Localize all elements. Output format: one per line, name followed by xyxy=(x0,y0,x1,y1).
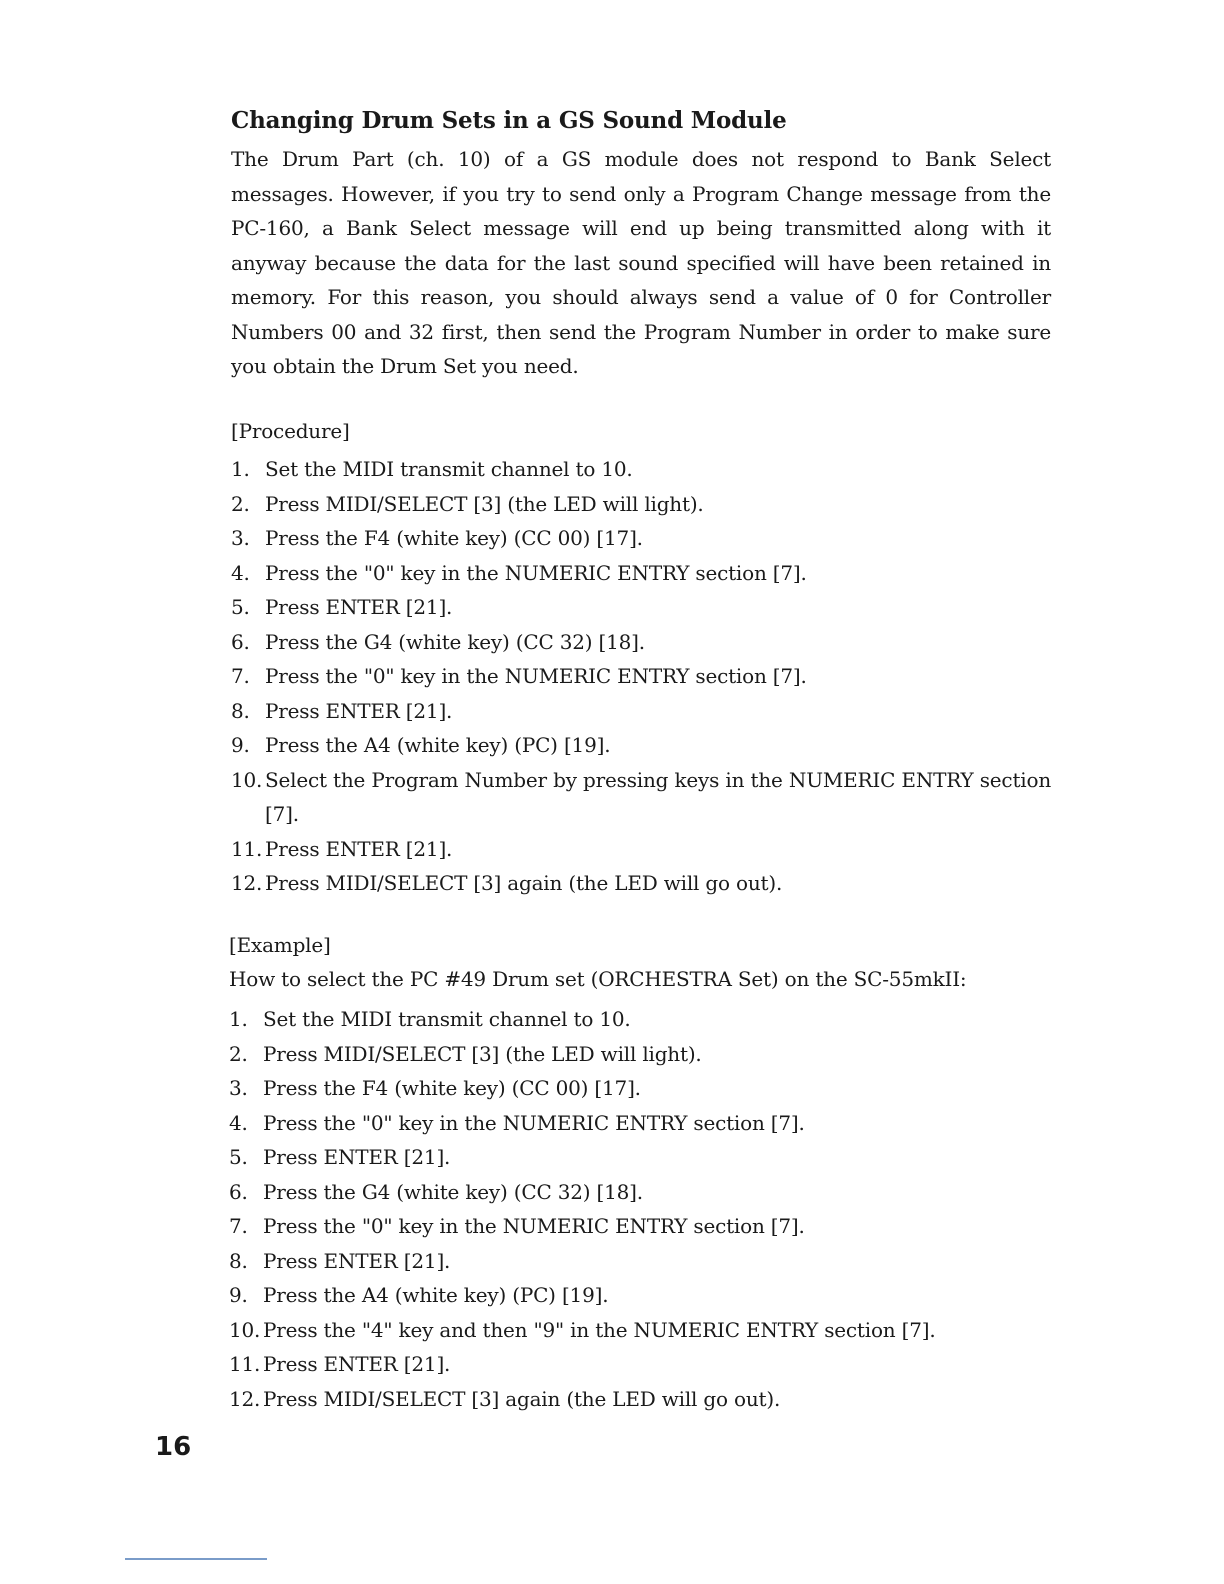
example-step xyxy=(229,1037,936,1072)
example-step xyxy=(229,1347,936,1382)
step-number: 11. xyxy=(229,1352,261,1376)
step-number: 9. xyxy=(229,1283,248,1307)
step-text: Press the F4 (white key) (CC 00) [17]. xyxy=(265,526,643,550)
footer-rule xyxy=(125,1558,267,1560)
procedure-label: [Procedure] xyxy=(231,419,350,443)
step-text: Select the Program Number by pressing keys in the NUMERIC ENTRY section [7]. xyxy=(265,767,1051,826)
step-text: Press the G4 (white key) (CC 32) [18]. xyxy=(263,1179,643,1204)
step-number: 12. xyxy=(231,871,263,895)
step-text: Press the "0" key in the NUMERIC ENTRY section [7]. xyxy=(265,560,807,585)
example-step xyxy=(229,1106,936,1141)
step-number: 1. xyxy=(231,457,250,481)
procedure-step xyxy=(231,556,1051,591)
procedure-step xyxy=(231,625,1051,660)
example-step xyxy=(229,1382,936,1417)
step-number: 5. xyxy=(231,595,250,619)
procedure-step xyxy=(231,763,1051,832)
procedure-step xyxy=(231,521,1051,556)
step-number: 8. xyxy=(229,1248,248,1273)
step-text: Press the "0" key in the NUMERIC ENTRY section [7]. xyxy=(263,1110,805,1135)
procedure-steps xyxy=(231,452,1051,901)
step-number: 8. xyxy=(231,698,250,723)
step-number: 3. xyxy=(231,526,250,550)
step-text: Press MIDI/SELECT [3] again (the LED will go out). xyxy=(263,1386,781,1411)
step-text: Press the F4 (white key) (CC 00) [17]. xyxy=(263,1076,641,1100)
step-text: Press ENTER [21]. xyxy=(265,836,453,861)
step-number: 6. xyxy=(231,629,250,654)
step-text: Press the A4 (white key) (PC) [19]. xyxy=(265,733,611,757)
step-number: 3. xyxy=(229,1076,248,1100)
step-number: 7. xyxy=(229,1214,248,1238)
example-step xyxy=(229,1209,936,1244)
step-number: 1. xyxy=(229,1007,248,1031)
step-text: Press the "0" key in the NUMERIC ENTRY section [7]. xyxy=(265,664,807,688)
procedure-step xyxy=(231,866,1051,901)
step-text: Set the MIDI transmit channel to 10. xyxy=(265,457,633,481)
step-number: 7. xyxy=(231,664,250,688)
procedure-step xyxy=(231,728,1051,763)
step-number: 12. xyxy=(229,1386,261,1411)
step-number: 6. xyxy=(229,1179,248,1204)
example-step xyxy=(229,1002,936,1037)
step-text: Press the "4" key and then "9" in the NUMERIC ENTRY section [7]. xyxy=(263,1317,936,1342)
example-label: [Example] xyxy=(229,933,331,957)
page-number: 16 xyxy=(155,1432,192,1462)
step-text: Press ENTER [21]. xyxy=(265,698,453,723)
step-number: 2. xyxy=(231,491,250,516)
step-text: Press the "0" key in the NUMERIC ENTRY section [7]. xyxy=(263,1214,805,1238)
intro-paragraph: The Drum Part (ch. 10) of a GS module does not respond to Bank Select messages. However, if you try to send only a Program Change message from the PC-160, a Bank Select message will end up being transmitted along with it anyway because the data for the last sound specified will have been retained in memory. For this reason, you should always send a value of 0 for Controller Numbers 00 and 32 first, then send the Program Number in order to make sure you obtain the Drum Set you need. xyxy=(231,147,1051,378)
step-text: Press the A4 (white key) (PC) [19]. xyxy=(263,1283,609,1307)
example-step xyxy=(229,1175,936,1210)
step-number: 9. xyxy=(231,733,250,757)
step-number: 10. xyxy=(229,1317,261,1342)
step-text: Press the G4 (white key) (CC 32) [18]. xyxy=(265,629,645,654)
example-step xyxy=(229,1140,936,1175)
example-intro: How to select the PC #49 Drum set (ORCHESTRA Set) on the SC-55mkII: xyxy=(229,967,967,991)
procedure-step xyxy=(231,694,1051,729)
procedure-step xyxy=(231,590,1051,625)
step-text: Press MIDI/SELECT [3] (the LED will light). xyxy=(263,1041,702,1066)
step-text: Press MIDI/SELECT [3] (the LED will light). xyxy=(265,491,704,516)
section-heading: Changing Drum Sets in a GS Sound Module xyxy=(231,107,787,134)
example-step xyxy=(229,1071,936,1106)
step-text: Press ENTER [21]. xyxy=(265,595,453,619)
step-text: Press MIDI/SELECT [3] again (the LED will go out). xyxy=(265,871,783,895)
step-text: Press ENTER [21]. xyxy=(263,1352,451,1376)
step-number: 2. xyxy=(229,1041,248,1066)
step-number: 11. xyxy=(231,836,263,861)
step-text: Press ENTER [21]. xyxy=(263,1145,451,1169)
example-step xyxy=(229,1244,936,1279)
procedure-step xyxy=(231,832,1051,867)
example-step xyxy=(229,1313,936,1348)
step-text: Set the MIDI transmit channel to 10. xyxy=(263,1007,631,1031)
example-step xyxy=(229,1278,936,1313)
step-number: 4. xyxy=(229,1110,248,1135)
step-number: 5. xyxy=(229,1145,248,1169)
step-number: 4. xyxy=(231,560,250,585)
procedure-step xyxy=(231,659,1051,694)
example-steps xyxy=(229,1002,936,1416)
procedure-step xyxy=(231,452,1051,487)
step-number: 10. xyxy=(231,767,263,792)
procedure-step xyxy=(231,487,1051,522)
step-text: Press ENTER [21]. xyxy=(263,1248,451,1273)
